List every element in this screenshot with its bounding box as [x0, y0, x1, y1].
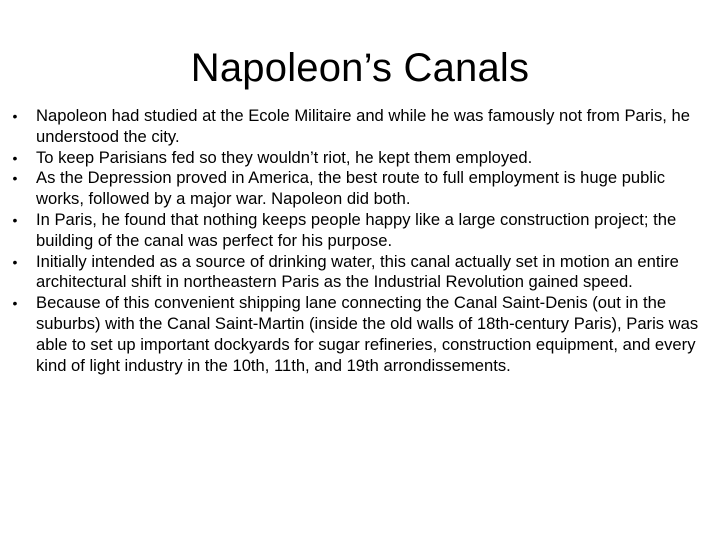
bullet-item	[0, 106, 720, 148]
bullet-icon: •	[12, 149, 18, 166]
bullet-text: Initially intended as a source of drinking water, this canal actually set in motion an entire architectural shift in northeastern Paris as the Industrial Revolution gained speed.	[36, 251, 679, 292]
bullet-text: Because of this convenient shipping lane connecting the Canal Saint-Denis (out in the suburbs) with the Canal Saint-Martin (inside the old walls of 18th-century Paris), Paris was able to set up important dockyards for sugar refineries, construction equipment, and every kind of light industry in the 10th, 11th, and 19th arrondissements.	[36, 293, 699, 375]
bullet-text: Napoleon had studied at the Ecole Militaire and while he was famously not from Paris, he understood the city.	[36, 106, 690, 146]
bullet-item	[0, 252, 720, 294]
bullet-icon: •	[12, 108, 18, 124]
bullet-icon: •	[12, 295, 18, 312]
bullet-item	[0, 148, 720, 169]
bullet-item	[0, 168, 720, 210]
bullet-item	[0, 210, 720, 252]
bullet-text: In Paris, he found that nothing keeps people happy like a large construction project; the building of the canal was perfect for his purpose.	[36, 209, 677, 250]
bullet-text: As the Depression proved in America, the best route to full employment is huge public works, followed by a major war. Napoleon did both.	[36, 168, 666, 209]
bullet-icon: •	[12, 170, 18, 187]
bullet-icon: •	[12, 211, 18, 228]
bullet-icon: •	[12, 253, 18, 270]
slide-title: Napoleon’s Canals	[190, 46, 530, 90]
bullet-list	[0, 106, 720, 376]
bullet-item	[0, 293, 720, 376]
bullet-text: To keep Parisians fed so they wouldn’t riot, he kept them employed.	[36, 147, 533, 167]
